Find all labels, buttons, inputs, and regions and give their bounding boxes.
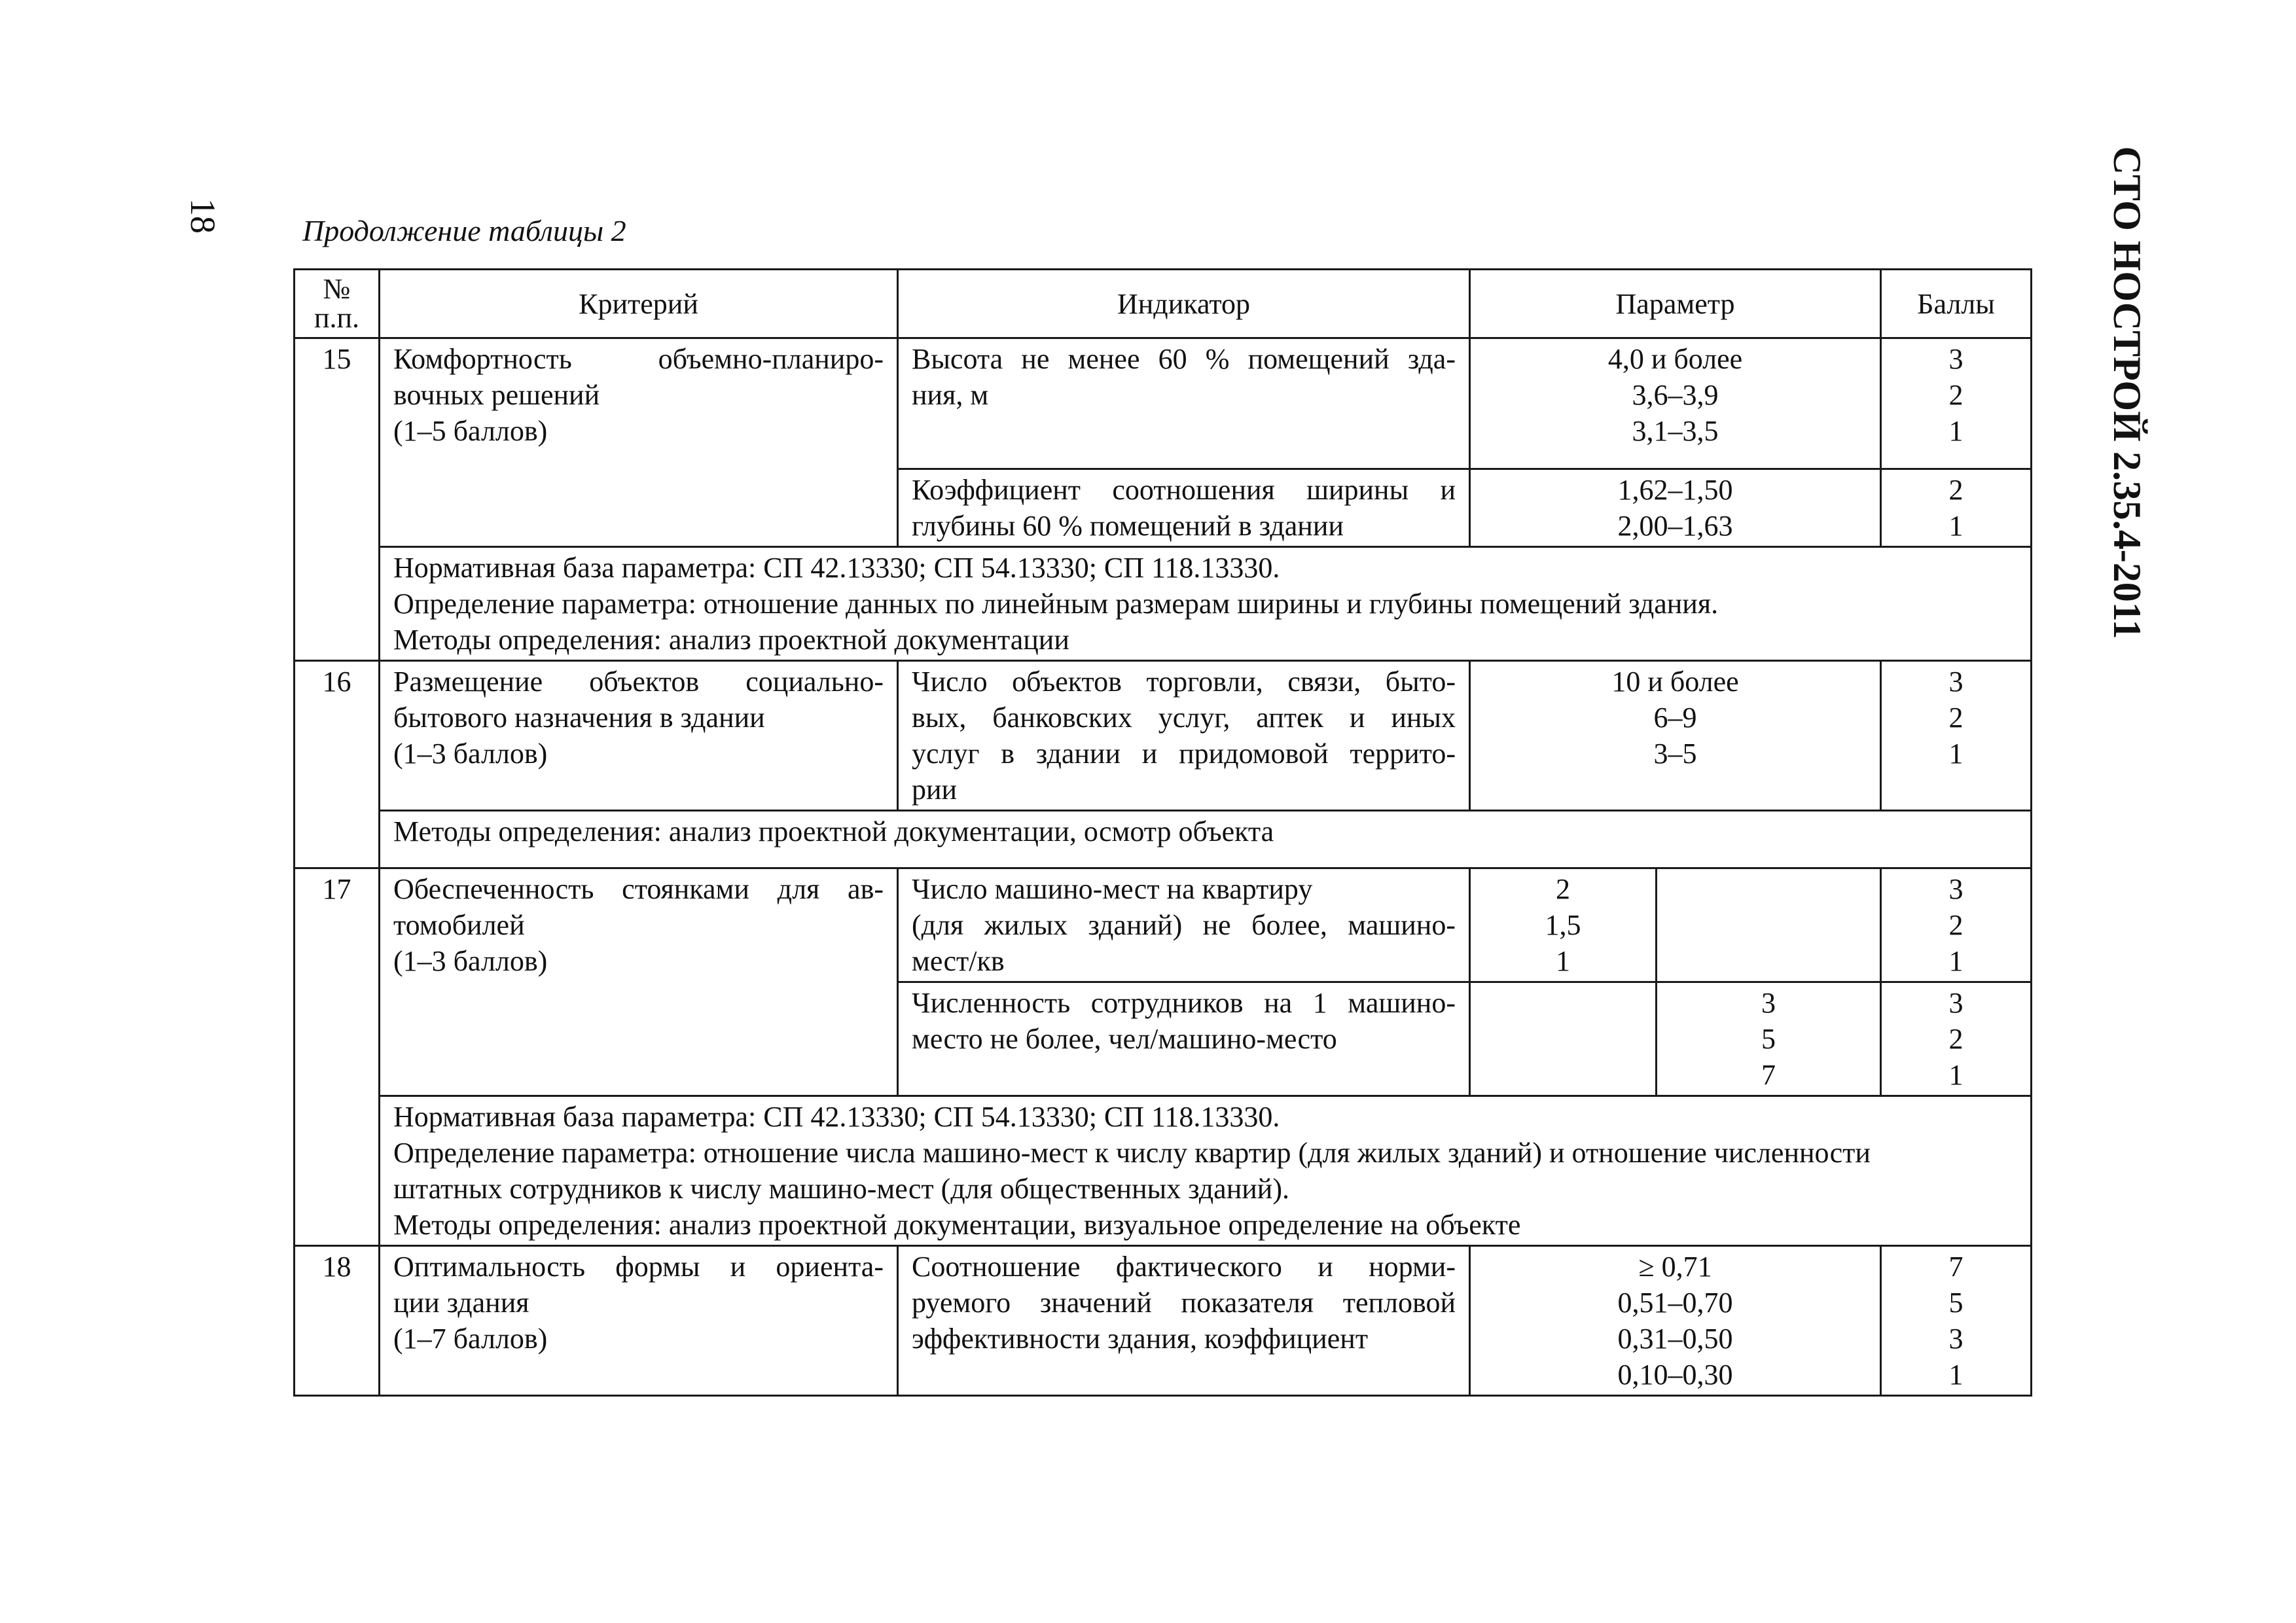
parameter-cell-apartments: 2 1,5 1	[1470, 868, 1657, 982]
row-number: 18	[295, 1246, 380, 1396]
indicator-cell: Коэффициент соотношения ширины и глубины 60 % помещений в здании	[898, 469, 1470, 547]
parameter-cell-empty	[1470, 982, 1657, 1096]
table-note-row	[295, 811, 2032, 868]
document-code: СТО НОСТРОЙ 2.35.4-2011	[2106, 146, 2149, 639]
parameter-cell-employees: 3 5 7	[1657, 982, 1881, 1096]
parameter-cell: 4,0 и более 3,6–3,9 3,1–3,5	[1470, 338, 1881, 469]
page-number: 18	[183, 198, 223, 234]
note-cell: Методы определения: анализ проектной документации, осмотр объекта	[380, 811, 2032, 868]
criterion-cell: Комфортность объемно-планиро- вочных решений (1–5 баллов)	[380, 338, 898, 547]
parameter-cell-empty	[1657, 868, 1881, 982]
table-note-row	[295, 547, 2032, 661]
table-row	[295, 661, 2032, 811]
note-cell: Нормативная база параметра: СП 42.13330; СП 54.13330; СП 118.13330. Определение параметра: отношение данных по линейным размерам ширины и глубины помещений здания. Методы определения: анализ проектной документации	[380, 547, 2032, 661]
header-points: Баллы	[1881, 270, 2032, 338]
table-caption: Продолжение таблицы 2	[302, 214, 626, 247]
parameter-cell: 10 и более 6–9 3–5	[1470, 661, 1881, 811]
header-number: № п.п.	[295, 270, 380, 338]
indicator-cell: Число объектов торговли, связи, быто- вых, банковских услуг, аптек и иных услуг в здании и придомовой террито- рии	[898, 661, 1470, 811]
indicator-cell: Высота не менее 60 % помещений зда- ния, м	[898, 338, 1470, 469]
table-note-row	[295, 1096, 2032, 1246]
table-row	[295, 868, 2032, 982]
row-number: 16	[295, 661, 380, 868]
row-number: 17	[295, 868, 380, 1246]
indicator-cell: Соотношение фактического и норми- руемого значений показателя тепловой эффективности здания, коэффициент	[898, 1246, 1470, 1396]
parameter-cell: ≥ 0,71 0,51–0,70 0,31–0,50 0,10–0,30	[1470, 1246, 1881, 1396]
header-parameter: Параметр	[1470, 270, 1881, 338]
points-cell: 3 2 1	[1881, 982, 2032, 1096]
note-cell: Нормативная база параметра: СП 42.13330; СП 54.13330; СП 118.13330. Определение параметра: отношение числа машино-мест к числу квартир (для жилых зданий) и отношение численности штатных сотрудников к числу машино-мест (для общественных зданий). Методы определения: анализ проектной документации, визуальное определение на объекте	[380, 1096, 2032, 1246]
points-cell: 3 2 1	[1881, 661, 2032, 811]
criteria-table	[293, 268, 2032, 1397]
table-row	[295, 1246, 2032, 1396]
indicator-cell: Число машино-мест на квартиру (для жилых зданий) не более, машино- мест/кв	[898, 868, 1470, 982]
criterion-cell: Обеспеченность стоянками для ав- томобилей (1–3 баллов)	[380, 868, 898, 1096]
points-cell: 7 5 3 1	[1881, 1246, 2032, 1396]
criterion-cell: Размещение объектов социально- бытового назначения в здании (1–3 баллов)	[380, 661, 898, 811]
table-header-row	[295, 270, 2032, 338]
table-row	[295, 338, 2032, 469]
points-cell: 3 2 1	[1881, 338, 2032, 469]
points-cell: 2 1	[1881, 469, 2032, 547]
header-indicator: Индикатор	[898, 270, 1470, 338]
parameter-cell: 1,62–1,50 2,00–1,63	[1470, 469, 1881, 547]
indicator-cell: Численность сотрудников на 1 машино- место не более, чел/машино-место	[898, 982, 1470, 1096]
points-cell: 3 2 1	[1881, 868, 2032, 982]
header-criterion: Критерий	[380, 270, 898, 338]
row-number: 15	[295, 338, 380, 661]
criterion-cell: Оптимальность формы и ориента- ции здания (1–7 баллов)	[380, 1246, 898, 1396]
